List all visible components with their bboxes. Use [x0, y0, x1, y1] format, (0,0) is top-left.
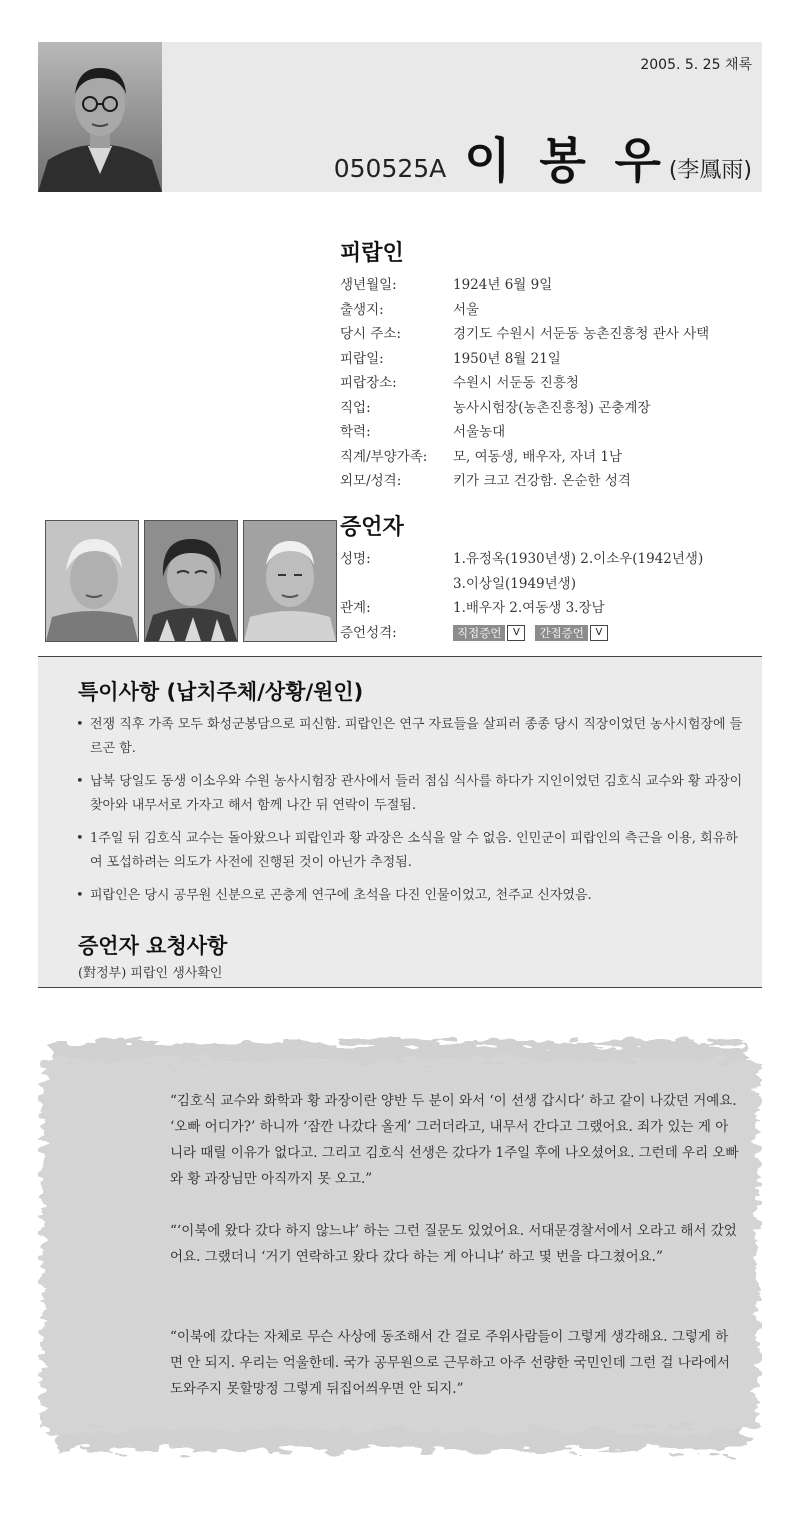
witness-photo-2-image — [145, 521, 237, 641]
witness-photo-3 — [243, 520, 337, 642]
special-notes-list — [76, 713, 746, 917]
special-notes-title: 특이사항 (납치주체/상황/원인) — [78, 680, 364, 704]
info-row-birthplace: 출생지: 서울 — [340, 301, 480, 318]
witness-names-line-2: 3.이상일(1949년생) — [453, 575, 576, 592]
witness-info — [340, 510, 770, 645]
victim-section-title: 피랍인 — [340, 241, 404, 266]
victim-portrait — [38, 42, 162, 192]
direct-testimony-checkbox[interactable]: V — [507, 625, 525, 641]
info-row-appearance: 외모/성격: 키가 크고 건강함. 온순한 성격 — [340, 473, 631, 489]
testimony-quotes — [38, 1020, 762, 1470]
witness-section-title: 증언자 — [340, 515, 404, 540]
info-row-occupation: 직업: 농사시험장(농촌진흥청) 곤충계장 — [340, 399, 651, 416]
info-row-address: 당시 주소: 경기도 수원시 서둔동 농촌진흥청 관사 사택 — [340, 326, 710, 342]
witness-row-relation: 관계: 1.배우자 2.여동생 3.장남 — [340, 600, 605, 616]
info-row-family: 직계/부양가족: 모, 여동생, 배우자, 자녀 1남 — [340, 448, 623, 465]
witness-request-text: (對정부) 피랍인 생사확인 — [78, 966, 223, 981]
witness-photo-2 — [144, 520, 238, 642]
witness-names-line-1: 1.유정옥(1930년생) 2.이소우(1942년생) — [453, 551, 704, 567]
victim-name-hanja: (李鳳雨) — [668, 158, 752, 183]
list-item: • 피랍인은 당시 공무원 신분으로 곤충계 연구에 초석을 다진 인물이었고, 천주교 신자였음. — [76, 884, 746, 908]
witness-photo-3-image — [244, 521, 336, 641]
indirect-testimony-badge: 간접증언 — [535, 625, 587, 641]
direct-testimony-badge: 직접증언 — [453, 625, 505, 641]
title-row — [334, 122, 752, 191]
testimony-quote-1: “김호식 교수와 화학과 황 과장이란 양반 두 분이 와서 ‘이 선생 갑시다’ 하고 같이 나갔던 거예요. ‘오빠 어디가?’ 하니까 ‘잠깐 나갔다 올게’ 그러더라고, 내무서 간다고 그랬어요. 죄가 있는 게 아니라 때릴 이유가 없다고. 그리고 김호식 선생은 갔다가 1주일 후에 나오셨어요. 그런데 우리 오빠와 황 과장님만 아직까지 못 오고.” — [170, 1093, 739, 1187]
testimony-quote-2: “‘이북에 왔다 갔다 하지 않느냐’ 하는 그런 질문도 있었어요. 서대문경찰서에서 오라고 해서 갔었어요. 그랬더니 ‘거기 연락하고 왔다 갔다 하는 게 아니냐’ 하고 몇 번을 다그쳤어요.” — [170, 1223, 737, 1265]
info-row-abduction-date: 피랍일: 1950년 8월 21일 — [340, 350, 561, 367]
victim-info — [340, 236, 770, 494]
witness-row-type: 증언성격: 직접증언 V 간접증언 V — [340, 621, 770, 646]
victim-name: 이 봉 우 — [464, 133, 667, 189]
witness-request-title: 증언자 요청사항 — [78, 934, 228, 958]
list-item: • 납북 당일도 동생 이소우와 수원 농사시험장 관사에서 들러 점심 식사를 하다가 지인이었던 김호식 교수와 황 과장이 찾아와 내무서로 가자고 해서 함께 나간 뒤 연락이 두절됨. — [76, 770, 746, 818]
info-row-education: 학력: 서울농대 — [340, 424, 506, 440]
indirect-testimony-checkbox[interactable]: V — [590, 625, 608, 641]
list-item: • 1주일 뒤 김호식 교수는 돌아왔으나 피랍인과 황 과장은 소식을 알 수 없음. 인민군이 피랍인의 측근을 이용, 회유하여 포섭하려는 의도가 사전에 진행된 것이 아닌가 추정됨. — [76, 827, 746, 875]
victim-portrait-image — [38, 42, 162, 192]
testimony-quote-3: “이북에 갔다는 자체로 무슨 사상에 동조해서 간 걸로 주위사람들이 그렇게 생각해요. 그렇게 하면 안 되지. 우리는 억울한데. 국가 공무원으로 근무하고 아주 선량한 국민인데 그런 걸 나라에서 도와주지 못할망정 그렇게 뒤집어씌우면 안 되지.” — [170, 1329, 730, 1397]
record-id: 050525A — [333, 154, 447, 183]
witness-photo-1-image — [46, 521, 138, 641]
record-date: 2005. 5. 25 채록 — [640, 57, 752, 73]
witness-photo-1 — [45, 520, 139, 642]
info-row-abduction-place: 피랍장소: 수원시 서둔동 진흥청 — [340, 375, 579, 391]
list-item: • 전쟁 직후 가족 모두 화성군봉담으로 피신함. 피랍인은 연구 자료들을 살피러 종종 당시 직장이었던 농사시험장에 들르곤 함. — [76, 713, 746, 761]
witness-row-name: 성명: 1.유정옥(1930년생) 2.이소우(1942년생) 3.이상일(1949년생) — [340, 551, 704, 592]
info-row-birthdate: 생년월일: 1924년 6월 9일 — [340, 277, 553, 293]
